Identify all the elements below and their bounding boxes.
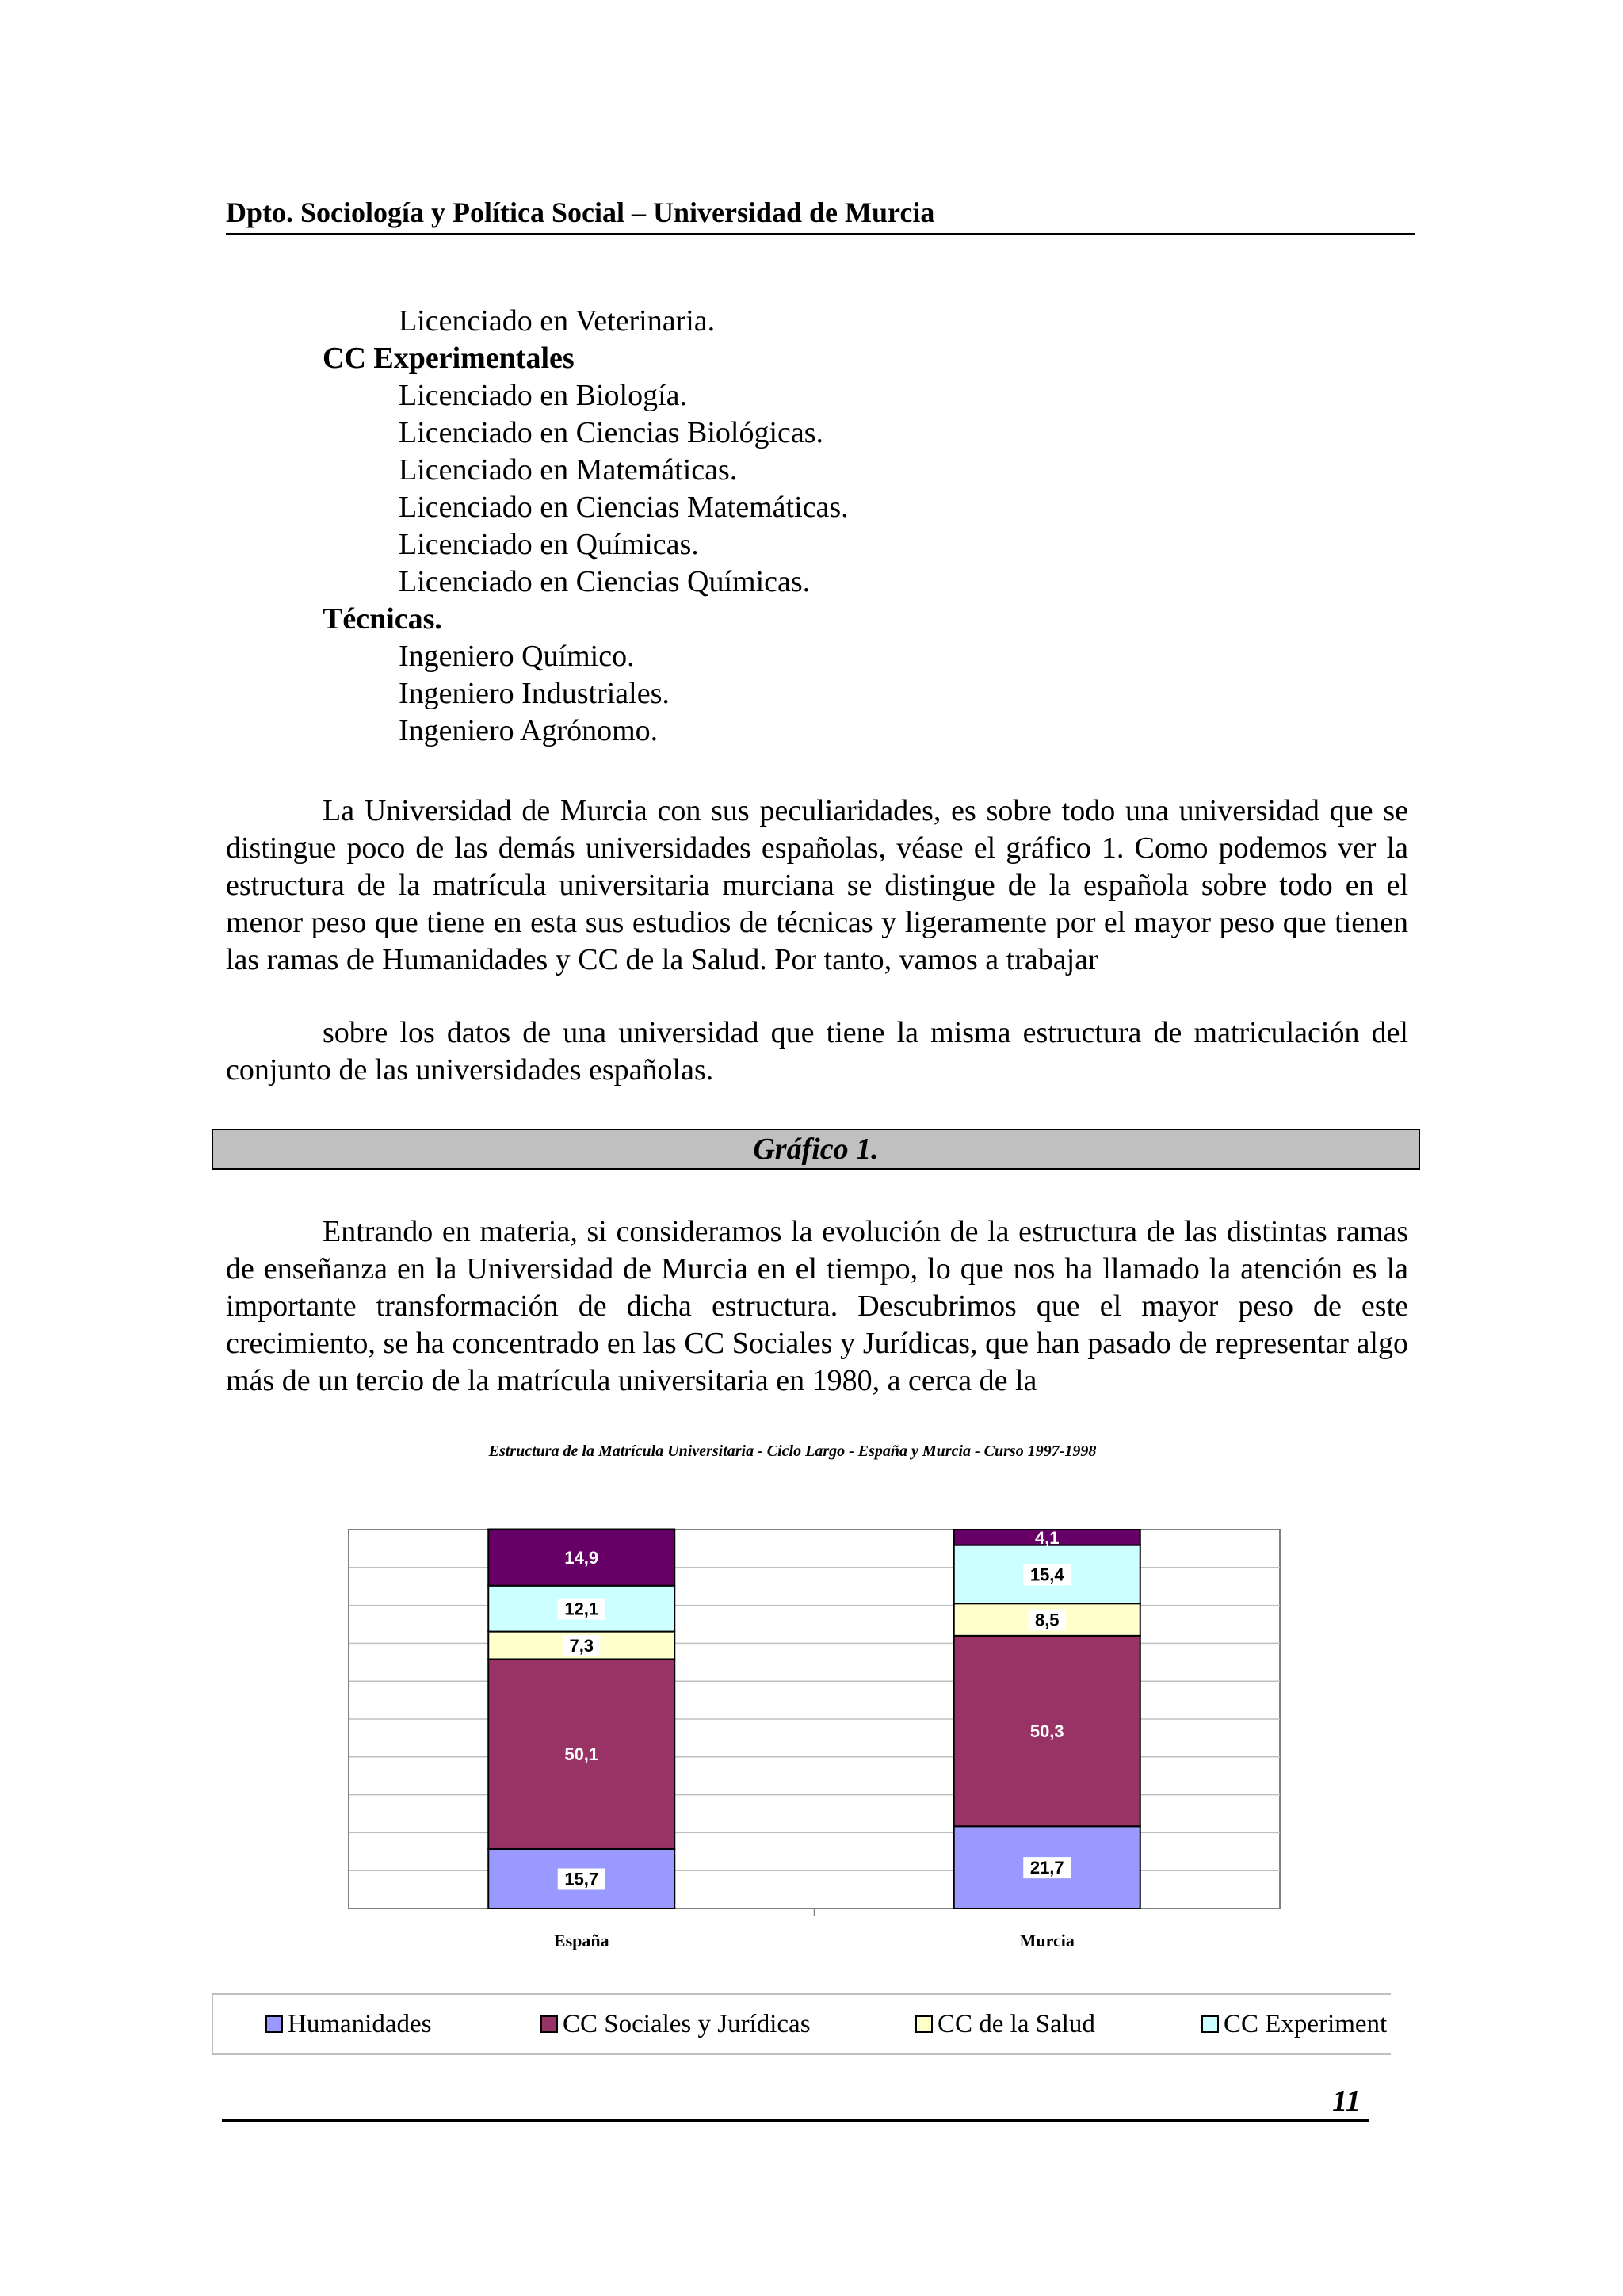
data-label: 15,4 <box>1029 1564 1064 1585</box>
data-label: 8,5 <box>1034 1610 1060 1630</box>
paragraph-1-continued <box>226 1014 1408 1089</box>
chart-legend <box>212 1993 1391 2055</box>
category-heading: CC Experimentales <box>323 342 575 375</box>
chart-title: Estructura de la Matrícula Universitaria - Ciclo Largo - España y Murcia - Curso 1997-1998 <box>488 1442 1097 1460</box>
running-header: Dpto. Sociología y Política Social – Universidad de Murcia <box>226 195 1415 235</box>
degree-item: Ingeniero Industriales. <box>399 677 670 710</box>
data-label: 4,1 <box>1034 1527 1060 1548</box>
data-label: 12,1 <box>564 1599 599 1619</box>
paragraph-2 <box>226 1213 1408 1400</box>
paragraph-1 <box>226 793 1408 979</box>
legend-entry <box>915 1995 1095 2053</box>
legend-label: Humanidades <box>288 2010 432 2038</box>
legend-entry <box>1201 1995 1387 2053</box>
degree-item: Ingeniero Agrónomo. <box>399 714 659 747</box>
legend-label: CC de la Salud <box>938 2010 1095 2038</box>
degree-item: Licenciado en Químicas. <box>399 528 699 561</box>
paragraph-1-text: La Universidad de Murcia con sus peculiaridades, es sobre todo una universidad que se distingue poco de las demás universidades españolas, véase el gráfico 1. Como podemos ver la estructura de la matrícula universitaria murciana se distingue de la española sobre todo en el menor peso que tiene en esta sus estudios de técnicas y ligeramente por el mayor peso que tienen las ramas de Humanidades y CC de la Salud. Por tanto, vamos a trabajar <box>226 794 1408 976</box>
x-tick-label: Murcia <box>1019 1931 1075 1950</box>
paragraph-2-text: Entrando en materia, si consideramos la evolución de la estructura de las distintas ramas de enseñanza en la Universidad de Murcia en el tiempo, lo que nos ha llamado la atención es la importante transformación de dicha estructura. Descubrimos que el mayor peso de este crecimiento, se ha concentrado en las CC Sociales y Jurídicas, que han pasado de representar algo más de un tercio de la matrícula universitaria en 1980, a cerca de la <box>226 1215 1408 1397</box>
legend-label: CC Sociales y Jurídicas <box>563 2010 811 2038</box>
data-label: 15,7 <box>564 1869 599 1889</box>
degree-list <box>226 303 1415 750</box>
degree-item: Licenciado en Ciencias Matemáticas. <box>399 491 849 524</box>
figure-label: Gráfico 1. <box>212 1129 1420 1170</box>
legend-swatch <box>915 2015 933 2033</box>
degree-item: Licenciado en Veterinaria. <box>399 304 716 338</box>
paragraph-1b-text: sobre los datos de una universidad que tiene la misma estructura de matriculación del conjunto de las universidades españolas. <box>226 1016 1408 1087</box>
legend-swatch <box>265 2015 283 2033</box>
data-label: 14,9 <box>564 1548 599 1568</box>
category-heading: Técnicas. <box>323 602 442 636</box>
legend-entry <box>265 1995 431 2053</box>
data-label: 50,3 <box>1029 1721 1064 1742</box>
degree-item: Licenciado en Ciencias Biológicas. <box>399 416 824 449</box>
legend-entry <box>540 1995 811 2053</box>
legend-label: CC Experiment <box>1224 2010 1388 2038</box>
degree-item: Ingeniero Químico. <box>399 640 635 673</box>
degree-item: Licenciado en Ciencias Químicas. <box>399 565 811 598</box>
legend-swatch <box>1201 2015 1219 2033</box>
page-number: 11 <box>222 2083 1369 2122</box>
data-label: 50,1 <box>564 1744 599 1765</box>
stacked-bar-chart <box>341 1522 1316 1966</box>
degree-item: Licenciado en Biología. <box>399 379 688 412</box>
legend-swatch <box>540 2015 558 2033</box>
data-label: 21,7 <box>1029 1858 1064 1878</box>
data-label: 7,3 <box>569 1636 594 1656</box>
x-tick-label: España <box>553 1931 609 1950</box>
degree-item: Licenciado en Matemáticas. <box>399 453 738 487</box>
